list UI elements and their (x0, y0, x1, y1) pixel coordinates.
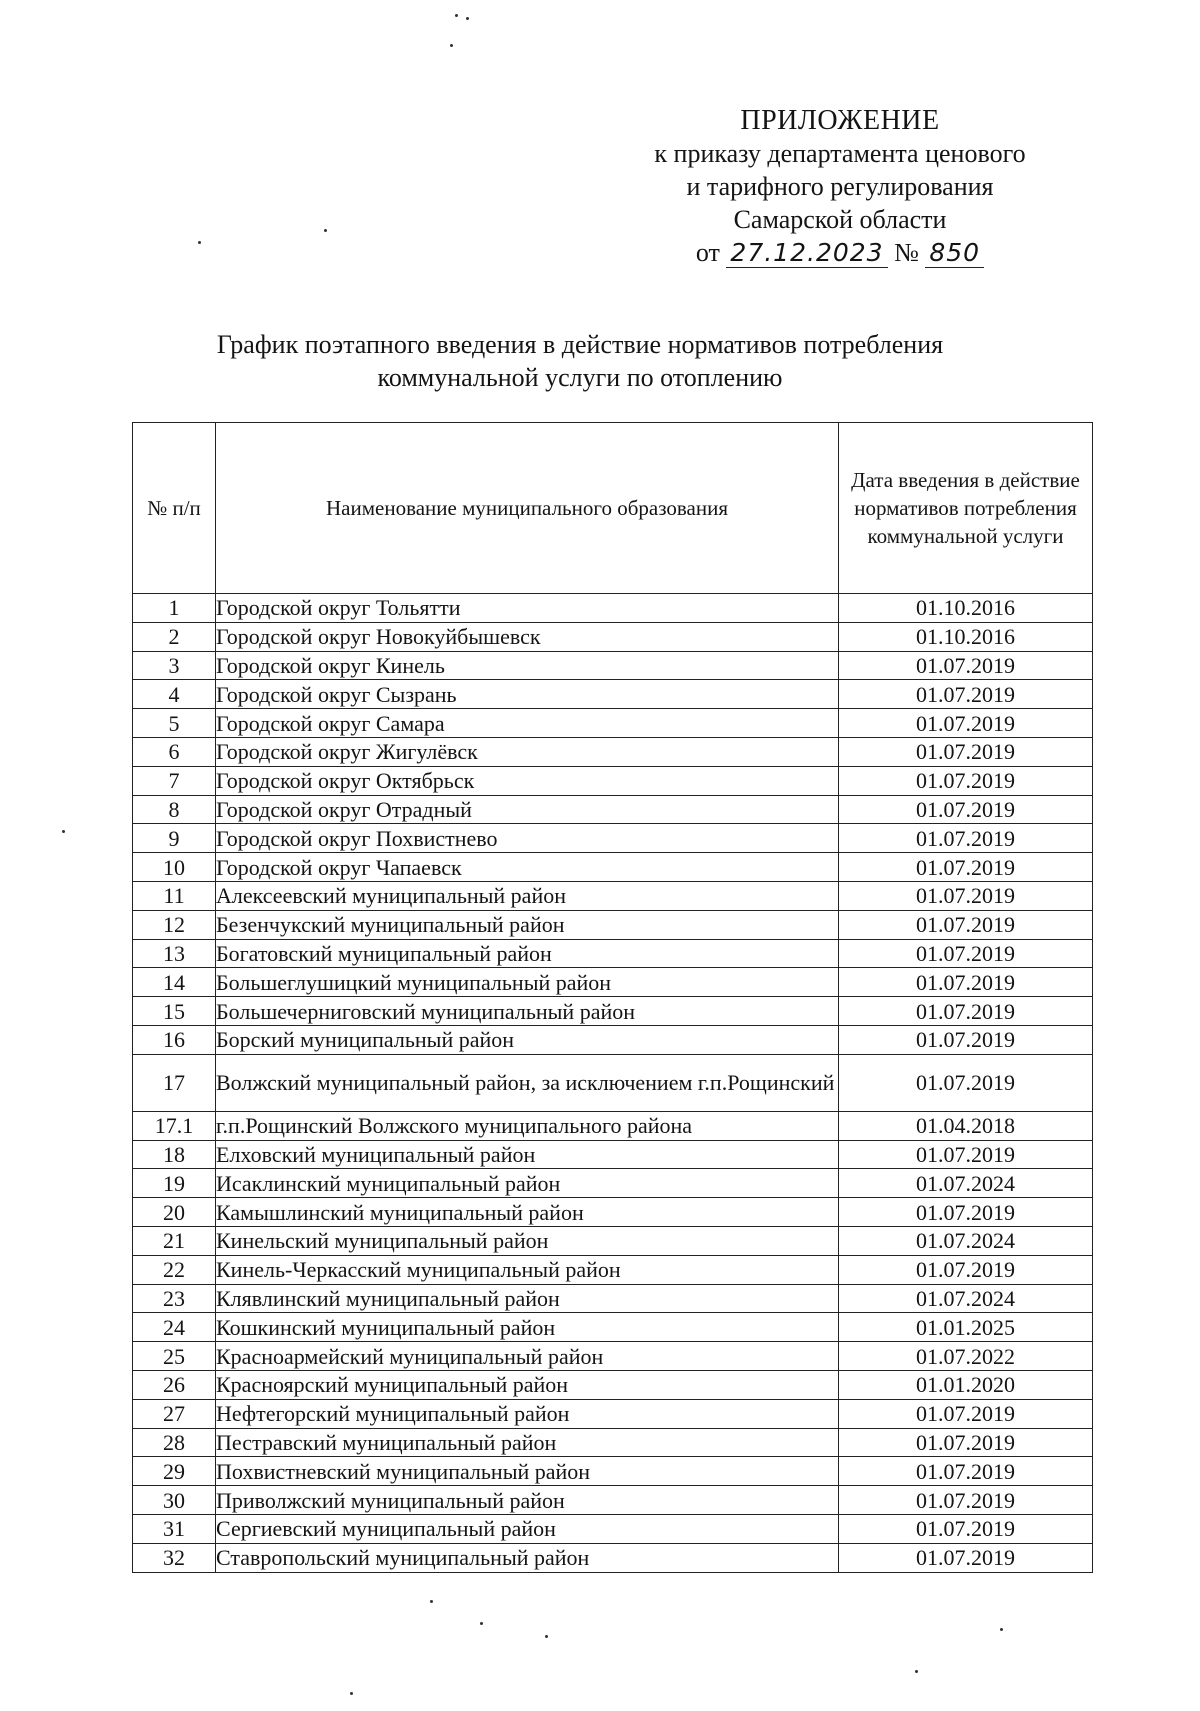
date-prefix: от (695, 238, 720, 267)
schedule-table (132, 422, 1093, 1573)
row-date: 01.07.2024 (839, 1169, 1093, 1198)
row-date: 01.07.2024 (839, 1284, 1093, 1313)
table-row (133, 1313, 1093, 1342)
row-municipality: Кошкинский муниципальный район (216, 1313, 839, 1342)
row-number: 14 (133, 968, 216, 997)
row-number: 5 (133, 709, 216, 738)
table-row (133, 795, 1093, 824)
handwritten-date: 27.12.2023 (726, 238, 887, 268)
row-municipality: Городской округ Кинель (216, 651, 839, 680)
table-row (133, 1111, 1093, 1140)
appendix-title: ПРИЛОЖЕНИЕ (740, 105, 940, 136)
table-row (133, 709, 1093, 738)
row-date: 01.07.2019 (839, 766, 1093, 795)
row-date: 01.07.2019 (839, 1198, 1093, 1227)
row-municipality: Клявлинский муниципальный район (216, 1284, 839, 1313)
row-date: 01.07.2019 (839, 997, 1093, 1026)
table-row (133, 1399, 1093, 1428)
handwritten-number: 850 (925, 238, 984, 268)
appendix-line-2: и тарифного регулирования (686, 172, 994, 201)
table-row (133, 968, 1093, 997)
row-date: 01.07.2019 (839, 1054, 1093, 1111)
table-row (133, 1284, 1093, 1313)
row-number: 11 (133, 881, 216, 910)
header-date: Дата введения в действие нормативов потребления коммунальной услуги (839, 423, 1093, 594)
row-municipality: Городской округ Новокуйбышевск (216, 622, 839, 651)
table-row (133, 1342, 1093, 1371)
row-number: 22 (133, 1255, 216, 1284)
table-row (133, 939, 1093, 968)
appendix-line-3: Самарской области (733, 205, 947, 234)
order-date-number-line (560, 236, 1120, 269)
row-number: 13 (133, 939, 216, 968)
row-date: 01.07.2019 (839, 651, 1093, 680)
row-number: 28 (133, 1428, 216, 1457)
row-date: 01.07.2019 (839, 1486, 1093, 1515)
table-row (133, 824, 1093, 853)
table-row (133, 1457, 1093, 1486)
row-number: 15 (133, 997, 216, 1026)
row-number: 10 (133, 853, 216, 882)
row-number: 17 (133, 1054, 216, 1111)
scan-speck (430, 1600, 433, 1603)
row-date: 01.07.2019 (839, 1543, 1093, 1572)
row-municipality: Городской округ Отрадный (216, 795, 839, 824)
table-row (133, 1169, 1093, 1198)
row-municipality: Городской округ Чапаевск (216, 853, 839, 882)
row-number: 20 (133, 1198, 216, 1227)
row-municipality: г.п.Рощинский Волжского муниципального района (216, 1111, 839, 1140)
table-row (133, 1025, 1093, 1054)
row-municipality: Большеглушицкий муниципальный район (216, 968, 839, 997)
row-date: 01.10.2016 (839, 594, 1093, 623)
scan-speck (324, 229, 327, 232)
table-row (133, 680, 1093, 709)
table-row (133, 1486, 1093, 1515)
row-date: 01.07.2024 (839, 1226, 1093, 1255)
scan-speck (198, 241, 201, 244)
table-row (133, 1543, 1093, 1572)
scan-speck (915, 1670, 918, 1673)
table-row (133, 1428, 1093, 1457)
row-municipality: Красноярский муниципальный район (216, 1370, 839, 1399)
row-municipality: Сергиевский муниципальный район (216, 1514, 839, 1543)
appendix-line-1: к приказу департамента ценового (654, 139, 1026, 168)
row-municipality: Городской округ Октябрьск (216, 766, 839, 795)
row-municipality: Елховский муниципальный район (216, 1140, 839, 1169)
row-number: 32 (133, 1543, 216, 1572)
row-number: 12 (133, 910, 216, 939)
table-body (133, 594, 1093, 1573)
document-title (150, 328, 1010, 394)
table-row (133, 651, 1093, 680)
table-row (133, 1514, 1093, 1543)
row-number: 21 (133, 1226, 216, 1255)
row-number: 17.1 (133, 1111, 216, 1140)
row-date: 01.07.2019 (839, 680, 1093, 709)
row-number: 18 (133, 1140, 216, 1169)
table-row (133, 1255, 1093, 1284)
row-date: 01.07.2019 (839, 795, 1093, 824)
appendix-block (560, 104, 1120, 269)
table-row (133, 594, 1093, 623)
row-municipality: Городской округ Тольятти (216, 594, 839, 623)
row-municipality: Городской округ Похвистнево (216, 824, 839, 853)
row-number: 3 (133, 651, 216, 680)
table-row (133, 853, 1093, 882)
row-municipality: Исаклинский муниципальный район (216, 1169, 839, 1198)
table-row (133, 737, 1093, 766)
table-row (133, 1140, 1093, 1169)
row-number: 2 (133, 622, 216, 651)
row-municipality: Алексеевский муниципальный район (216, 881, 839, 910)
row-municipality: Борский муниципальный район (216, 1025, 839, 1054)
row-number: 23 (133, 1284, 216, 1313)
row-date: 01.07.2019 (839, 910, 1093, 939)
scan-speck (480, 1622, 483, 1625)
row-number: 4 (133, 680, 216, 709)
row-date: 01.07.2019 (839, 968, 1093, 997)
scan-speck (450, 44, 453, 47)
row-municipality: Волжский муниципальный район, за исключением г.п.Рощинский (216, 1054, 839, 1111)
table-row (133, 910, 1093, 939)
scan-speck (545, 1635, 548, 1638)
row-municipality: Городской округ Сызрань (216, 680, 839, 709)
row-date: 01.07.2019 (839, 1255, 1093, 1284)
table-row (133, 881, 1093, 910)
row-number: 7 (133, 766, 216, 795)
table-row (133, 1054, 1093, 1111)
row-municipality: Безенчукский муниципальный район (216, 910, 839, 939)
row-municipality: Похвистневский муниципальный район (216, 1457, 839, 1486)
row-number: 1 (133, 594, 216, 623)
header-name: Наименование муниципального образования (216, 423, 839, 594)
row-date: 01.07.2019 (839, 709, 1093, 738)
row-number: 27 (133, 1399, 216, 1428)
row-number: 30 (133, 1486, 216, 1515)
row-date: 01.07.2019 (839, 1457, 1093, 1486)
row-date: 01.07.2019 (839, 1428, 1093, 1457)
number-prefix: № (894, 238, 919, 267)
table-row (133, 1370, 1093, 1399)
row-number: 6 (133, 737, 216, 766)
row-municipality: Ставропольский муниципальный район (216, 1543, 839, 1572)
row-municipality: Богатовский муниципальный район (216, 939, 839, 968)
row-number: 26 (133, 1370, 216, 1399)
row-date: 01.07.2019 (839, 824, 1093, 853)
table-row (133, 997, 1093, 1026)
row-municipality: Приволжский муниципальный район (216, 1486, 839, 1515)
row-number: 8 (133, 795, 216, 824)
row-date: 01.07.2022 (839, 1342, 1093, 1371)
row-municipality: Кинельский муниципальный район (216, 1226, 839, 1255)
row-date: 01.07.2019 (839, 1399, 1093, 1428)
row-number: 25 (133, 1342, 216, 1371)
scan-speck (455, 14, 458, 17)
table-row (133, 1198, 1093, 1227)
row-municipality: Нефтегорский муниципальный район (216, 1399, 839, 1428)
row-municipality: Камышлинский муниципальный район (216, 1198, 839, 1227)
row-date: 01.07.2019 (839, 1514, 1093, 1543)
row-municipality: Пестравский муниципальный район (216, 1428, 839, 1457)
row-date: 01.07.2019 (839, 737, 1093, 766)
document-title-line-2: коммунальной услуги по отоплению (377, 363, 783, 392)
row-date: 01.01.2020 (839, 1370, 1093, 1399)
header-num: № п/п (133, 423, 216, 594)
table-row (133, 622, 1093, 651)
row-number: 16 (133, 1025, 216, 1054)
row-date: 01.07.2019 (839, 853, 1093, 882)
row-number: 31 (133, 1514, 216, 1543)
scan-speck (466, 17, 469, 20)
scan-speck (62, 830, 65, 833)
row-number: 19 (133, 1169, 216, 1198)
row-number: 24 (133, 1313, 216, 1342)
table-row (133, 766, 1093, 795)
scan-speck (1000, 1628, 1003, 1631)
row-number: 9 (133, 824, 216, 853)
row-date: 01.07.2019 (839, 1140, 1093, 1169)
row-date: 01.07.2019 (839, 939, 1093, 968)
row-date: 01.07.2019 (839, 1025, 1093, 1054)
table-header-row (133, 423, 1093, 594)
row-municipality: Красноармейский муниципальный район (216, 1342, 839, 1371)
row-municipality: Городской округ Самара (216, 709, 839, 738)
row-date: 01.01.2025 (839, 1313, 1093, 1342)
table-row (133, 1226, 1093, 1255)
row-municipality: Кинель-Черкасский муниципальный район (216, 1255, 839, 1284)
row-municipality: Большечерниговский муниципальный район (216, 997, 839, 1026)
row-municipality: Городской округ Жигулёвск (216, 737, 839, 766)
row-date: 01.10.2016 (839, 622, 1093, 651)
scan-speck (350, 1692, 353, 1695)
row-number: 29 (133, 1457, 216, 1486)
row-date: 01.04.2018 (839, 1111, 1093, 1140)
document-title-line-1: График поэтапного введения в действие нормативов потребления (216, 330, 944, 359)
row-date: 01.07.2019 (839, 881, 1093, 910)
